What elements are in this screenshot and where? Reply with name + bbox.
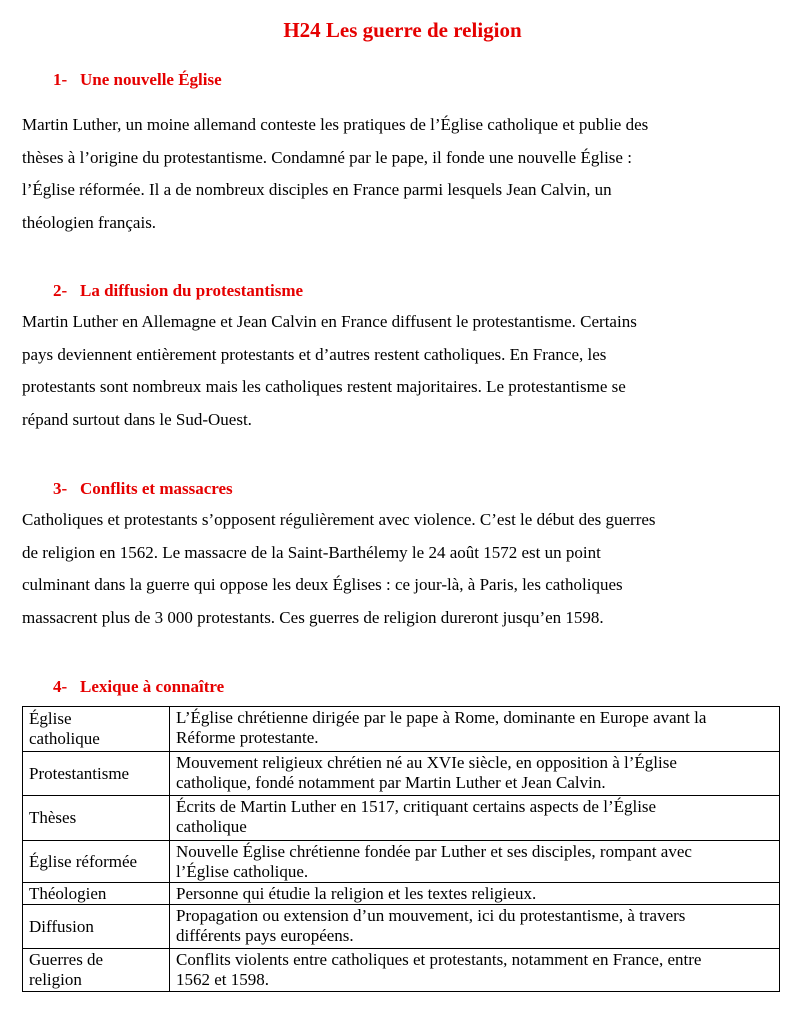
- paragraph-line: Catholiques et protestants s’opposent régulièrement avec violence. C’est le début des guerres: [22, 510, 656, 529]
- section-title: La diffusion du protestantisme: [80, 281, 304, 300]
- term-line: catholique: [29, 729, 100, 748]
- definition-line: 1562 et 1598.: [176, 970, 270, 989]
- lexicon-definition: [170, 841, 780, 883]
- paragraph-line: l’Église réformée. Il a de nombreux disciples en France parmi lesquels Jean Calvin, un: [22, 180, 612, 199]
- section-heading-4: [53, 677, 224, 697]
- lexicon-term: [23, 883, 170, 905]
- lexicon-definition: [170, 796, 780, 841]
- paragraph-line: Martin Luther en Allemagne et Jean Calvin en France diffusent le protestantisme. Certains: [22, 312, 637, 331]
- lexicon-table: [22, 706, 780, 992]
- lexicon-definition: [170, 883, 780, 905]
- lexicon-term: [23, 752, 170, 796]
- table-row: [23, 949, 780, 992]
- section-title: Conflits et massacres: [80, 479, 233, 498]
- definition-line: catholique, fondé notamment par Martin Luther et Jean Calvin.: [176, 773, 606, 792]
- term-line: Théologien: [29, 883, 107, 903]
- lexicon-term: [23, 796, 170, 841]
- definition-line: Écrits de Martin Luther en 1517, critiquant certains aspects de l’Église: [176, 797, 657, 816]
- definition-line: L’Église chrétienne dirigée par le pape à Rome, dominante en Europe avant la: [176, 708, 707, 727]
- section-paragraph-2: [22, 306, 782, 436]
- paragraph-line: répand surtout dans le Sud-Ouest.: [22, 409, 252, 429]
- lexicon-term: [23, 707, 170, 752]
- paragraph-line: de religion en 1562. Le massacre de la Saint-Barthélemy le 24 août 1572 est un point: [22, 542, 601, 562]
- term-line: Diffusion: [29, 916, 94, 936]
- table-row: [23, 796, 780, 841]
- table-row: [23, 883, 780, 905]
- definition-line: Propagation ou extension d’un mouvement, ici du protestantisme, à travers: [176, 906, 686, 925]
- paragraph-line: thèses à l’origine du protestantisme. Condamné par le pape, il fonde une nouvelle Église :: [22, 147, 632, 167]
- paragraph-line: protestants sont nombreux mais les catholiques restent majoritaires. Le protestantisme se: [22, 377, 626, 396]
- section-heading-2: [53, 281, 303, 301]
- section-number: 4-: [53, 677, 68, 696]
- term-line: Protestantisme: [29, 763, 130, 783]
- section-paragraph-3: [22, 504, 782, 634]
- term-line: Église réformée: [29, 851, 138, 871]
- lexicon-definition: [170, 949, 780, 992]
- section-title: Une nouvelle Église: [80, 70, 222, 89]
- lexicon-definition: [170, 707, 780, 752]
- paragraph-line: culminant dans la guerre qui oppose les deux Églises : ce jour-là, à Paris, les catholiques: [22, 575, 623, 594]
- lexicon-term: [23, 949, 170, 992]
- paragraph-line: théologien français.: [22, 212, 157, 232]
- section-number: 3-: [53, 479, 68, 498]
- section-paragraph-1: [22, 109, 782, 239]
- definition-line: Personne qui étudie la religion et les textes religieux.: [176, 884, 537, 903]
- section-number: 1-: [53, 70, 68, 89]
- definition-line: catholique: [176, 817, 247, 836]
- paragraph-line: massacrent plus de 3 000 protestants. Ces guerres de religion dureront jusqu’en 1598.: [22, 607, 604, 627]
- term-line: Guerres de: [29, 950, 104, 969]
- lexicon-term: [23, 841, 170, 883]
- definition-line: l’Église catholique.: [176, 862, 309, 881]
- lexicon-definition: [170, 905, 780, 949]
- definition-line: Mouvement religieux chrétien né au XVIe siècle, en opposition à l’Église: [176, 753, 677, 772]
- paragraph-line: Martin Luther, un moine allemand conteste les pratiques de l’Église catholique et publie des: [22, 115, 649, 134]
- term-line: religion: [29, 970, 82, 989]
- table-row: [23, 752, 780, 796]
- table-row: [23, 905, 780, 949]
- term-line: Église: [29, 709, 72, 728]
- definition-line: Conflits violents entre catholiques et protestants, notamment en France, entre: [176, 950, 702, 969]
- lexicon-term: [23, 905, 170, 949]
- term-line: Thèses: [29, 808, 77, 827]
- section-number: 2-: [53, 281, 68, 300]
- section-heading-1: [53, 70, 222, 90]
- section-heading-3: [53, 479, 233, 499]
- paragraph-line: pays deviennent entièrement protestants et d’autres restent catholiques. En France, les: [22, 344, 607, 364]
- definition-line: Nouvelle Église chrétienne fondée par Luther et ses disciples, rompant avec: [176, 842, 692, 861]
- definition-line: Réforme protestante.: [176, 728, 319, 747]
- section-title: Lexique à connaître: [80, 677, 225, 696]
- definition-line: différents pays européens.: [176, 926, 354, 945]
- page-title: H24 Les guerre de religion: [283, 18, 522, 42]
- table-row: [23, 841, 780, 883]
- table-row: [23, 707, 780, 752]
- lexicon-definition: [170, 752, 780, 796]
